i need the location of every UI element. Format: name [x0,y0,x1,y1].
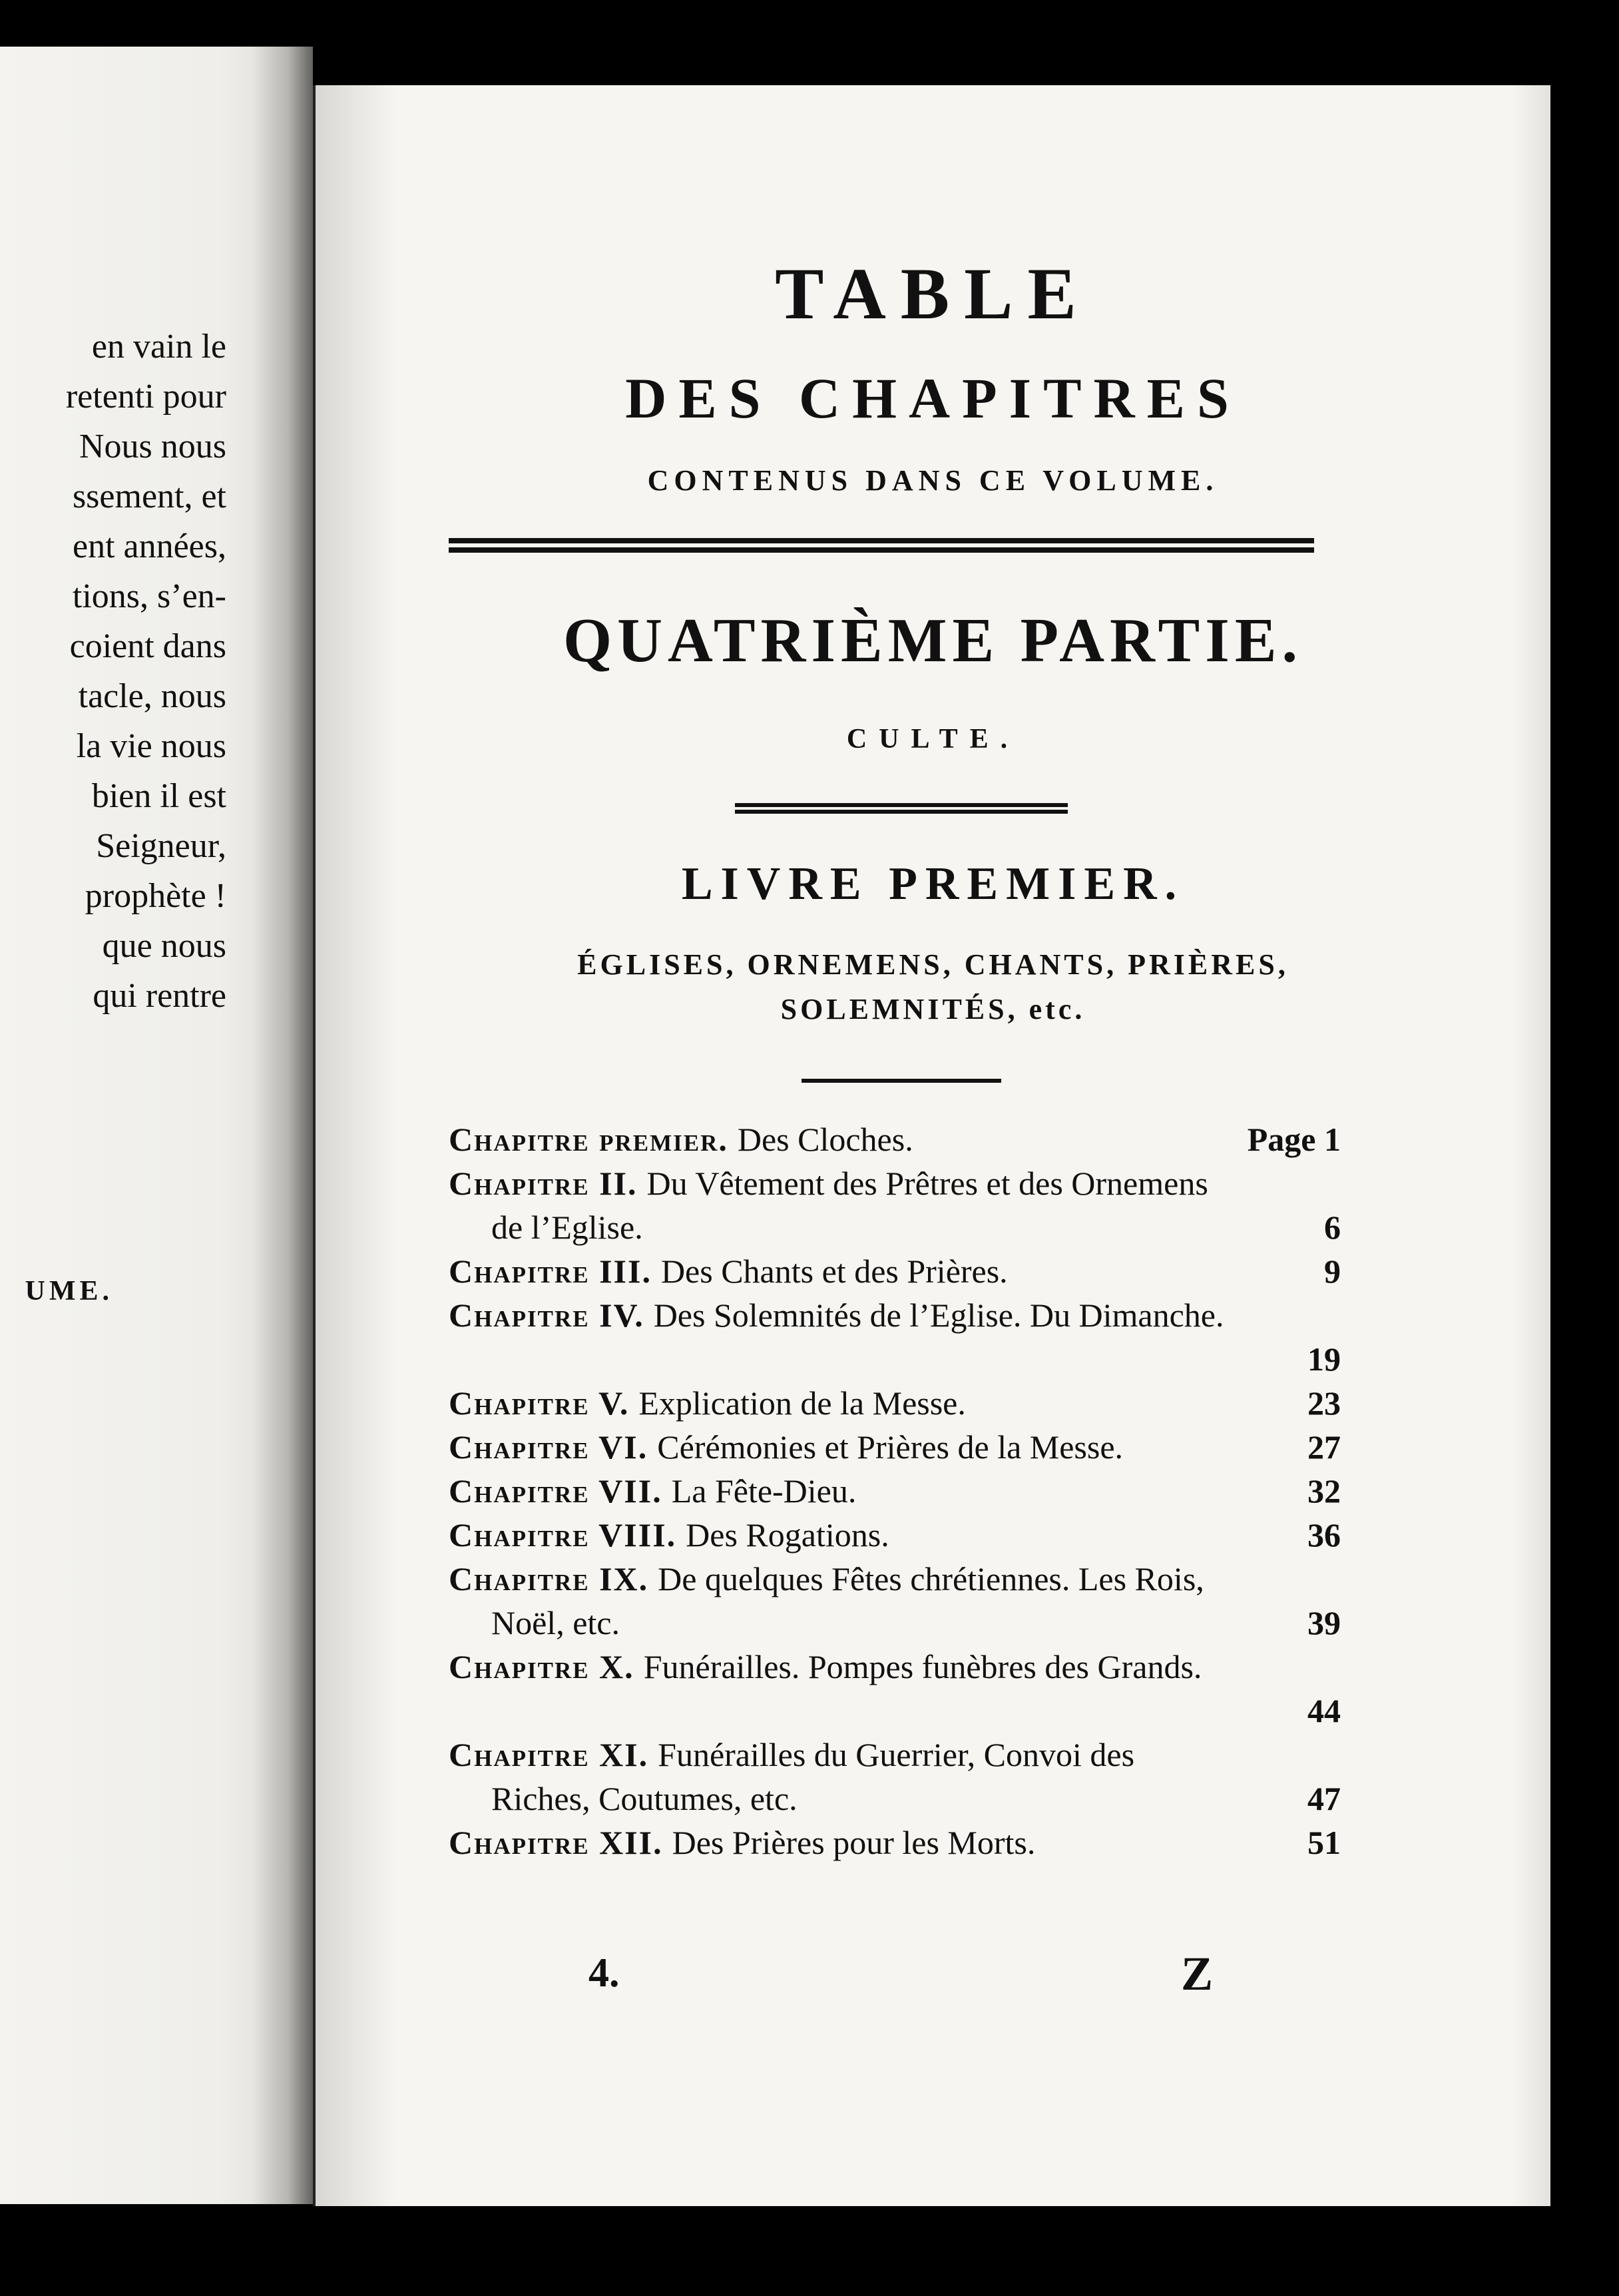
left-text-line: qui rentre [93,977,226,1015]
left-text-line: Seigneur, [96,827,226,865]
toc-entry-continuation [449,1337,1341,1381]
toc-entry [449,1645,1341,1689]
chapter-title: Du Vêtement des Prêtres et des Ornemens [646,1165,1208,1202]
toc-entry [449,1381,1341,1425]
toc-entry [449,1821,1341,1865]
toc-entry-continuation [449,1689,1341,1733]
chapter-label: Chapitre IV. [449,1296,644,1334]
chapter-title: Explication de la Messe. [638,1384,966,1422]
signature-mark: 4. [588,1950,620,1996]
chapter-label: Chapitre VIII. [449,1516,677,1554]
part-heading: QUATRIÈME PARTIE. [563,606,1303,675]
left-text-line: que nous [102,927,226,965]
chapter-title: Riches, Coutumes, etc. [491,1780,798,1817]
chapter-title: Noël, etc. [491,1604,620,1641]
short-rule [802,1079,1001,1083]
gathering-letter: Z [1181,1947,1214,2000]
left-text-line: ent années, [72,527,226,565]
chapter-title: Funérailles. Pompes funèbres des Grands. [643,1648,1202,1685]
chapter-label: Chapitre X. [449,1648,634,1685]
page-number: 51 [1307,1824,1341,1861]
book-subheading-line: ÉGLISES, ORNEMENS, CHANTS, PRIÈRES, [577,948,1289,981]
chapter-title: De quelques Fêtes chrétiennes. Les Rois, [658,1560,1204,1597]
toc-entry [449,1557,1341,1601]
contents-note: CONTENUS DANS CE VOLUME. [647,464,1219,497]
toc-entry [449,1249,1341,1293]
section-rule [735,803,1068,814]
chapter-label: Chapitre III. [449,1253,652,1290]
page-number: 44 [1307,1692,1341,1729]
chapter-label: Chapitre XII. [449,1824,663,1861]
toc-entry [449,1425,1341,1469]
page-number: 47 [1307,1780,1341,1817]
book-heading: LIVRE PREMIER. [681,858,1185,910]
page-number: 27 [1307,1428,1341,1466]
chapter-label: Chapitre V. [449,1384,630,1422]
table-of-contents [449,1117,1341,1865]
page-number: 19 [1307,1340,1341,1378]
left-text-line: en vain le [91,328,226,366]
page-number: 9 [1324,1253,1341,1290]
left-text-line: prophète ! [85,877,226,915]
toc-entry-continuation [449,1777,1341,1821]
chapter-label: Chapitre VII. [449,1472,662,1510]
chapter-label: Chapitre II. [449,1165,638,1202]
left-text-line: Nous nous [79,428,226,465]
left-text-line: la vie nous [76,727,226,765]
toc-entry [449,1469,1341,1513]
page-number: 23 [1307,1384,1341,1422]
page-number: 36 [1307,1516,1341,1554]
page-number: 6 [1324,1209,1341,1246]
chapter-label: Chapitre premier. [449,1121,728,1158]
book-subheading-line: SOLEMNITÉS, etc. [780,993,1086,1025]
page-number: Page 1 [1247,1121,1341,1158]
chapter-title: La Fête-Dieu. [671,1472,857,1510]
toc-entry-continuation [449,1205,1341,1249]
toc-entry-continuation [449,1601,1341,1645]
toc-entry [449,1733,1341,1777]
left-bottom-fragment: UME. [25,1276,113,1306]
chapter-label: Chapitre XI. [449,1736,649,1773]
left-text-line: coient dans [69,627,226,665]
right-page [313,85,1550,2206]
left-text-line: tions, s’en- [72,577,226,615]
chapter-title: Des Chants et des Prières. [660,1253,1008,1290]
chapter-label: Chapitre VI. [449,1428,648,1466]
part-subheading: CULTE. [846,724,1020,754]
left-page [0,47,313,2204]
left-text-line: ssement, et [72,477,226,515]
left-text-line: tacle, nous [78,677,226,715]
chapter-title: Des Cloches. [737,1121,913,1158]
page-number: 39 [1307,1604,1341,1641]
chapter-title: de l’Eglise. [491,1209,643,1246]
page-subtitle: DES CHAPITRES [625,366,1241,430]
chapter-title: Des Rogations. [686,1516,889,1554]
toc-entry [449,1117,1341,1161]
chapter-title: Funérailles du Guerrier, Convoi des [658,1736,1135,1773]
toc-entry [449,1293,1341,1337]
double-rule [449,538,1314,553]
chapter-title: Des Prières pour les Morts. [672,1824,1036,1861]
left-text-line: bien il est [91,777,226,815]
chapter-title: Des Solemnités de l’Eglise. Du Dimanche. [653,1296,1224,1334]
page-fold-shadow [252,47,313,2204]
page-title: TABLE [775,253,1091,334]
toc-entry [449,1161,1341,1205]
page-number: 32 [1307,1472,1341,1510]
chapter-title: Cérémonies et Prières de la Messe. [657,1428,1124,1466]
chapter-label: Chapitre IX. [449,1560,649,1597]
toc-entry [449,1513,1341,1557]
left-text-line: retenti pour [65,378,226,416]
